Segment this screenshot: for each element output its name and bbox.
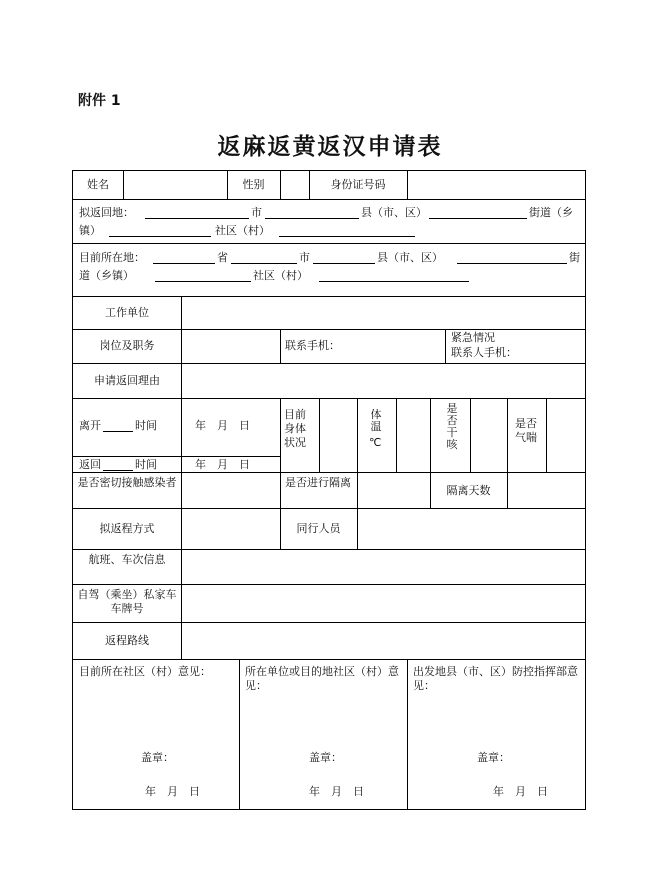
col-divider [280,329,281,363]
row-divider [73,398,586,399]
companions-label: 同行人员 [296,522,341,535]
seal-label: 盖章： [477,751,510,764]
col-divider [357,508,358,549]
date-label: 年 月 日 [309,785,364,798]
phone-label: 联系手机： [285,339,340,352]
street-label: 街 [569,251,580,264]
col-divider [507,398,508,472]
return-time-label: 时间 [135,458,157,471]
city-label: 市 [251,206,262,219]
blank-line [155,281,251,282]
leave-date: 年 月 日 [195,419,250,432]
leave-time-label: 时间 [135,419,157,432]
return-destination-label: 拟返回地： [79,206,134,219]
return-label: 返回 [79,458,101,471]
col-divider [396,398,397,472]
blank-line [265,218,359,219]
name-label: 姓名 [87,178,109,191]
car-plate-label: 自驾（乘坐）私家车车牌号 [77,588,177,615]
work-unit-label: 工作单位 [105,306,149,319]
blank-line [103,470,133,471]
seal-label: 盖章： [309,751,342,764]
gender-label: 性别 [242,178,265,191]
row-divider [73,243,586,244]
travel-mode-label: 拟返程方式 [99,522,155,535]
position-label: 岗位及职务 [99,339,155,352]
quarantine-label: 是否进行隔离 [285,476,351,489]
form-title: 返麻返黄返汉申请表 [217,133,443,160]
emergency-phone-label: 联系人手机： [451,346,517,359]
col-divider [507,472,508,508]
blank-line [145,218,249,219]
row-divider [73,199,586,200]
blank-line [231,263,297,264]
date-label: 年 月 日 [145,785,200,798]
row-divider [73,296,586,297]
street-label: 街道（乡 [529,206,573,219]
blank-line [313,263,375,264]
temperature-label: 体温 [370,408,382,433]
attachment-label: 附件 1 [78,93,121,109]
col-divider [546,398,547,472]
blank-line [109,236,211,237]
col-divider [181,296,182,659]
application-form [72,170,586,810]
col-divider [470,398,471,472]
row-divider [73,363,586,364]
dry-cough-label: 是否干咳 [446,402,458,451]
community-label: 社区（村） [253,269,308,282]
col-divider [280,171,281,199]
col-divider [407,171,408,199]
blank-line [279,236,415,237]
province-label: 省 [217,251,228,264]
seal-label: 盖章： [141,751,174,764]
col-divider [445,329,446,363]
flight-info-label: 航班、车次信息 [88,553,166,566]
blank-line [319,281,469,282]
col-divider [280,398,281,472]
current-location-label: 目前所在地： [79,251,145,264]
col-divider [430,398,431,472]
row-divider [73,329,586,330]
temperature-unit: ℃ [369,436,382,449]
community-opinion-label: 目前所在社区（村）意见： [79,665,211,678]
col-divider [239,659,240,810]
city-label: 市 [299,251,310,264]
date-label: 年 月 日 [493,785,548,798]
row-divider [73,622,586,623]
health-label: 目前身体状况 [284,408,306,449]
id-number-label: 身份证号码 [330,178,386,191]
col-divider [357,472,358,508]
row-divider [73,472,586,473]
blank-line [153,263,215,264]
col-divider [123,171,124,199]
row-divider [73,508,586,509]
county-label: 县（市、区） [377,251,443,264]
blank-line [457,263,567,264]
row-divider [73,584,586,585]
county-opinion-label: 出发地县（市、区）防控指挥部意见： [413,665,578,692]
reason-label: 申请返回理由 [94,374,160,387]
col-divider [319,398,320,472]
community-label: 社区（村） [215,224,270,237]
unit-opinion-label: 所在单位或目的地社区（村）意见： [245,665,399,692]
blank-line [429,218,527,219]
return-date: 年 月 日 [195,458,250,471]
town-label: 道（乡镇） [79,269,134,282]
route-label: 返程路线 [105,634,149,647]
county-label: 县（市、区） [361,206,427,219]
col-divider [407,659,408,810]
row-divider [73,456,280,457]
row-divider [73,549,586,550]
row-divider [73,659,586,660]
close-contact-label: 是否密切接触感染者 [77,476,177,489]
blank-line [103,431,133,432]
col-divider [280,472,281,508]
quarantine-days-label: 隔离天数 [446,484,491,497]
shortness-breath-label: 是否气喘 [515,417,537,444]
town-label: 镇） [79,224,101,237]
emergency-label: 紧急情况 [451,331,495,344]
col-divider [357,398,358,472]
leave-label: 离开 [79,419,101,432]
